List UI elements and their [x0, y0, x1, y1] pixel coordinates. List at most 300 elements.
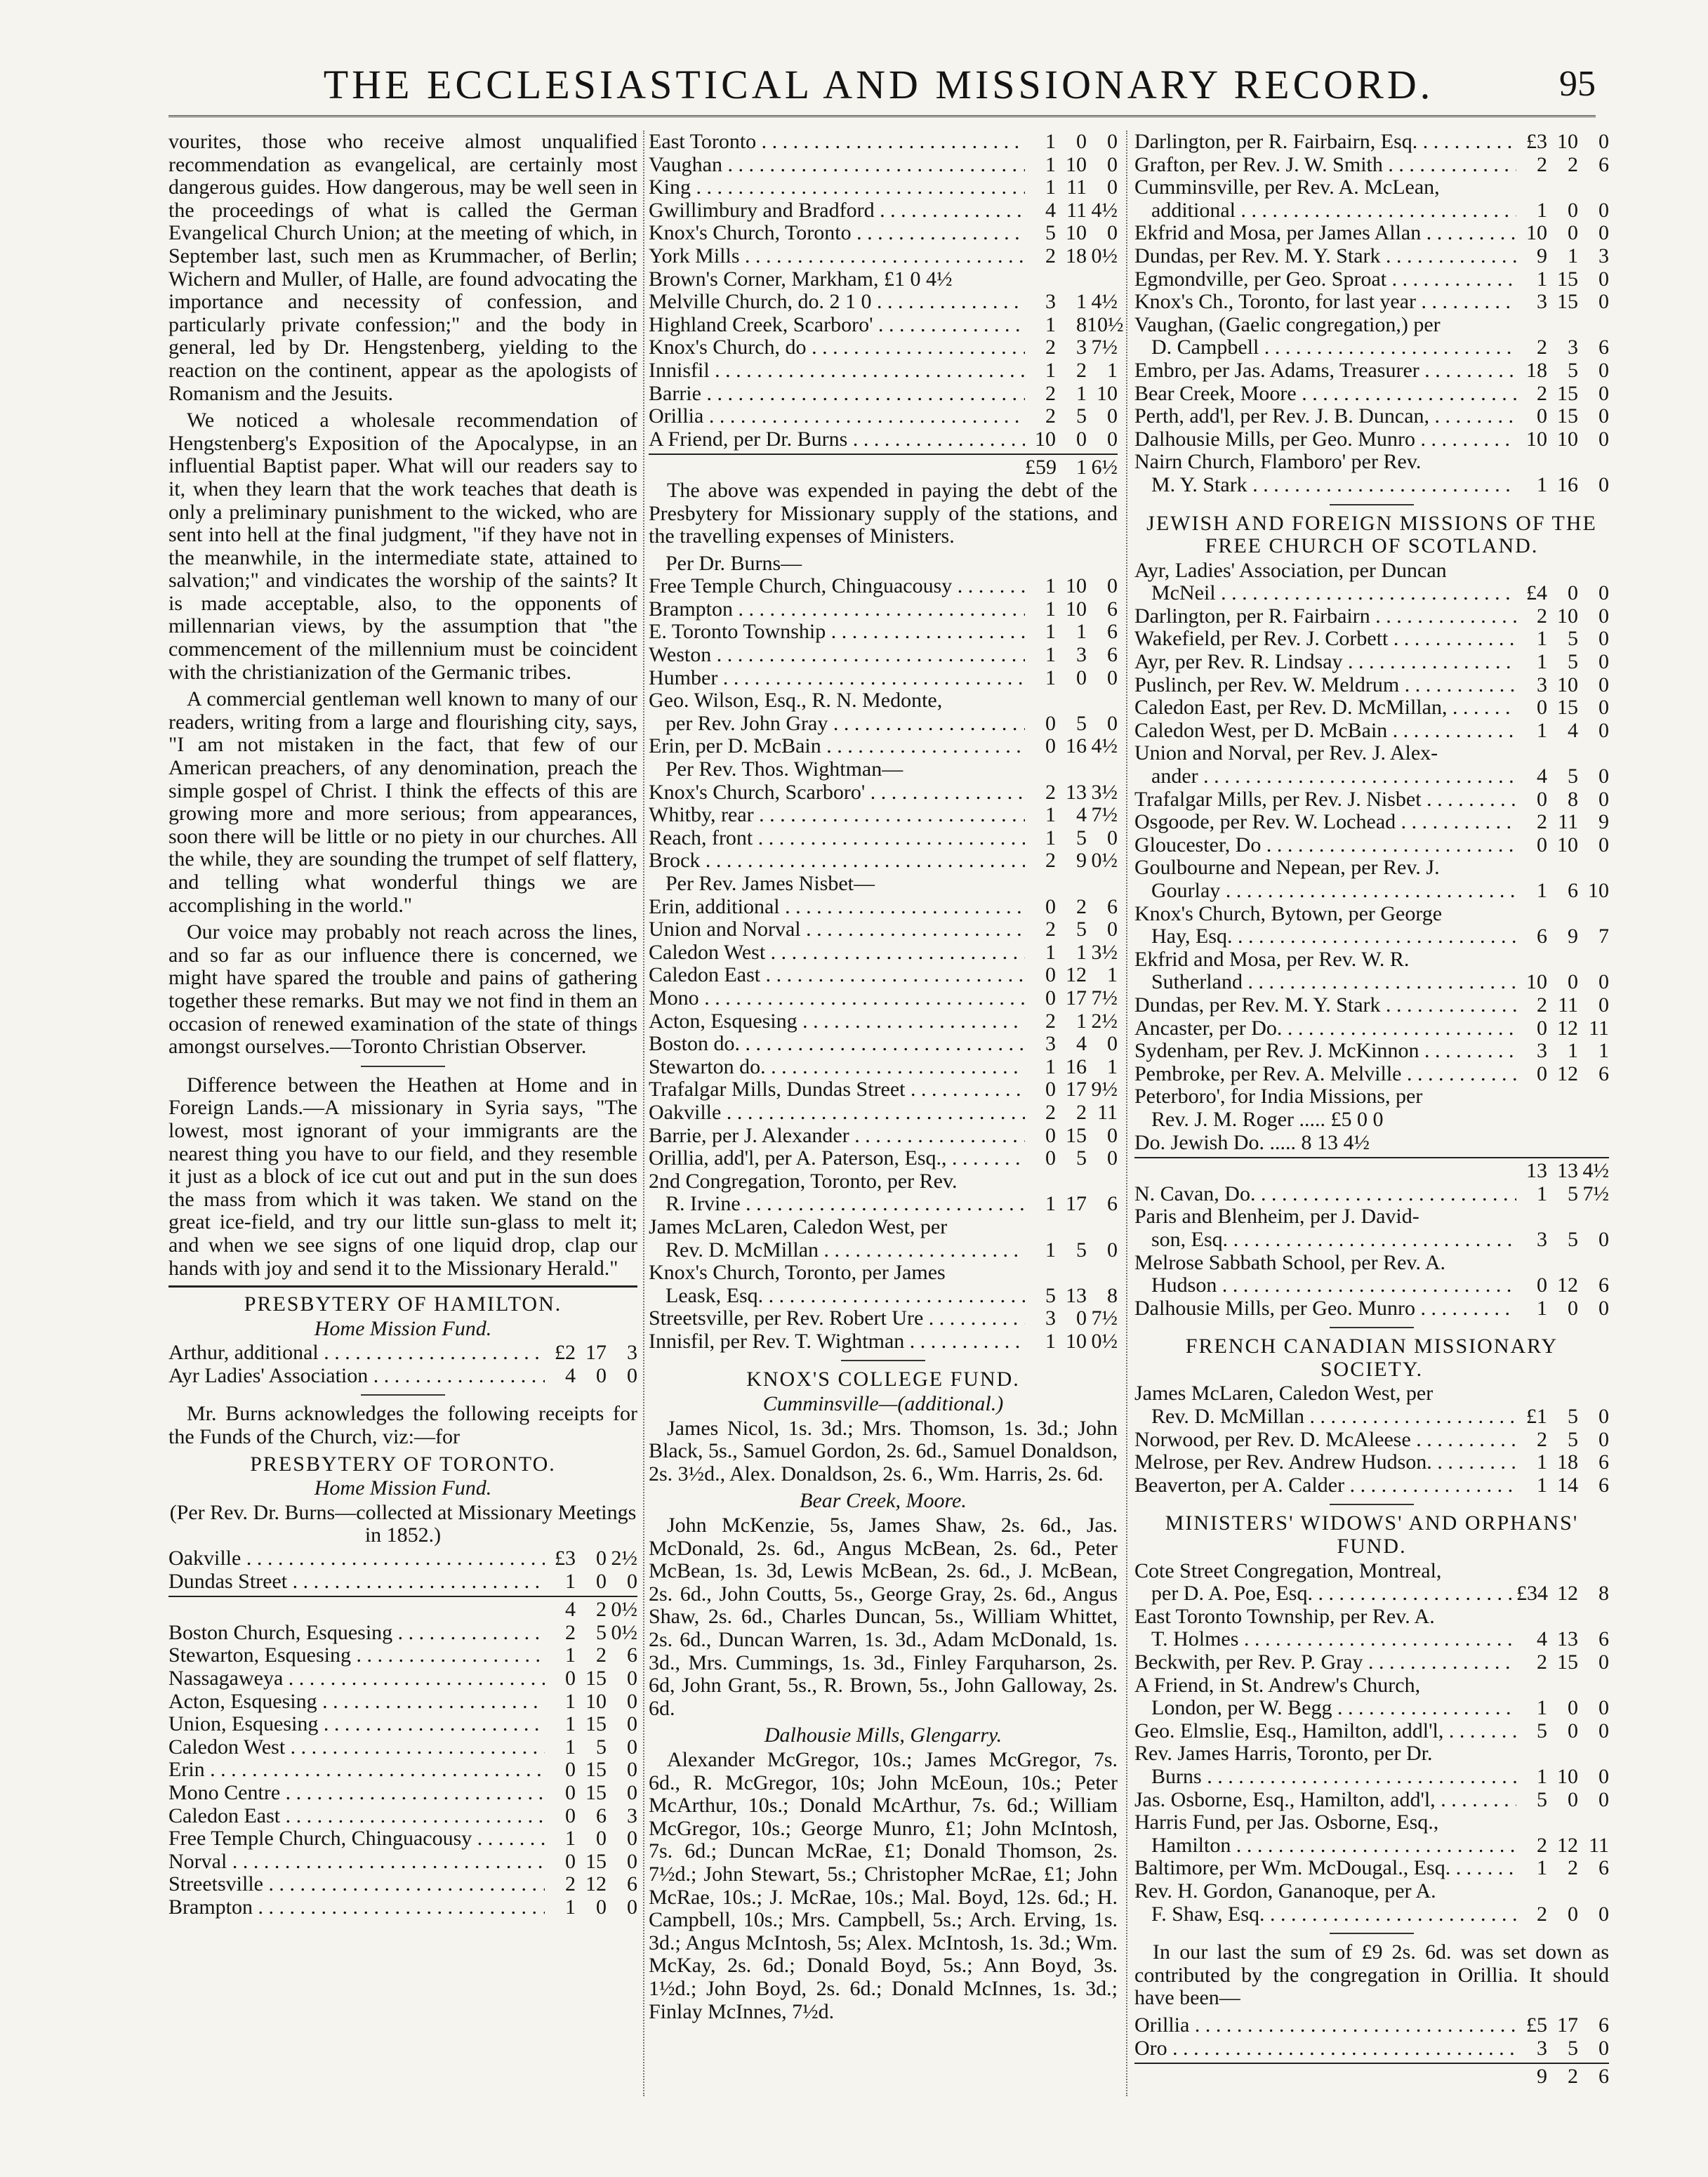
ledger-amount — [1025, 964, 1118, 987]
pence: 0 — [627, 1735, 637, 1759]
ledger-amount — [1025, 1010, 1118, 1033]
paragraph: Difference between the Heathen at Home and in Foreign Lands.—A missionary in Syria says, "The lowest, most ignorant of your immigrants are the nearest thing you have to our field, and they resemble it just as a block of ice cut out and put in the sun does the mass from which it was taken. We stand on the great ice-field, and try our little sun-glass to melt it; and when we see signs of one liquid drop, clap our hands with joy and send it to the Missionary Herald." — [168, 1073, 637, 1280]
pence: 6 — [627, 1643, 637, 1667]
ledger-amount — [1025, 781, 1118, 805]
ledger-entry-name: Brampton . . . — [168, 1896, 545, 1919]
ledger-row — [1134, 1606, 1609, 1629]
ledger-row — [1134, 696, 1609, 720]
pence: 11 — [1589, 1016, 1609, 1040]
pence: 1 — [1598, 1039, 1609, 1063]
pence: 0 — [1598, 1427, 1609, 1451]
pounds: 2 — [1537, 1833, 1547, 1857]
pence: 0 — [1107, 152, 1118, 176]
ledger-amount — [1516, 1720, 1609, 1743]
ledger-amount — [1516, 336, 1609, 359]
pence: 0 — [1598, 673, 1609, 696]
shillings: 12 — [1066, 963, 1087, 987]
ledger-amount — [545, 1365, 637, 1388]
pounds: 10 — [1035, 427, 1056, 451]
ledger-entry-name: Baltimore, per Wm. McDougal., Esq. . . . — [1134, 1857, 1516, 1880]
pounds: £3 — [1526, 130, 1547, 153]
ledger-entry-name: Caledon West . . . — [649, 941, 1025, 965]
ledger — [1134, 2014, 1609, 2060]
section-heading: PRESBYTERY OF TORONTO. — [250, 1452, 556, 1476]
ledger-entry-name: T. Holmes . . . — [1151, 1628, 1516, 1651]
pounds: 1 — [1537, 267, 1547, 291]
ledger-entry-name: Innisfil, per Rev. T. Wightman . . . — [649, 1330, 1025, 1354]
pounds: 1 — [1537, 472, 1547, 496]
pounds: 1 — [1045, 597, 1056, 621]
pounds: 1 — [565, 1643, 576, 1667]
ledger-row — [1134, 1205, 1609, 1229]
ledger-entry-name: Weston . . . — [649, 644, 1025, 667]
pence: 0 — [1598, 381, 1609, 405]
shillings: 9 — [1568, 925, 1578, 948]
pence: 0 — [627, 1827, 637, 1851]
ledger-amount — [1025, 131, 1118, 154]
pence: 0 — [1598, 1405, 1609, 1429]
ledger-entry-name: Union, Esquesing . . . — [168, 1713, 545, 1736]
shillings: 0 — [596, 1895, 607, 1919]
ledger-entry-name: Sydenham, per Rev. J. McKinnon . . . — [1134, 1040, 1516, 1063]
pence: 2½ — [611, 1547, 637, 1570]
ledger-row — [649, 131, 1118, 154]
ledger-row — [168, 1342, 637, 1365]
ledger-row — [1134, 834, 1609, 857]
collector-heading: Per Rev. James Nisbet— — [666, 872, 875, 895]
pounds: 4 — [565, 1363, 576, 1387]
ledger-amount — [1025, 383, 1118, 406]
ledger-amount — [1025, 667, 1118, 690]
ledger-entry-name: Oro . . . — [1134, 2037, 1516, 2060]
ledger-amount — [1516, 474, 1609, 497]
pence: 6 — [1598, 1856, 1609, 1880]
ledger-amount — [1516, 651, 1609, 674]
ledger-row — [649, 689, 1118, 713]
ledger-amount — [1516, 1297, 1609, 1321]
ledger-amount — [1516, 582, 1609, 605]
pounds: 3 — [1537, 290, 1547, 314]
ledger-row — [649, 176, 1118, 199]
ledger-row — [649, 154, 1118, 177]
ledger-amount — [1025, 1193, 1118, 1216]
pence: 0 — [1598, 198, 1609, 222]
ledger-entry-name: Rev. D. McMillan . . . — [1151, 1405, 1516, 1429]
shillings: 10 — [1066, 152, 1087, 176]
ledger-entry-name: Harris Fund, per Jas. Osborne, Esq., — [1134, 1811, 1439, 1834]
pence: 6 — [1107, 620, 1118, 644]
shillings: 10 — [1066, 597, 1087, 621]
shillings: 15 — [585, 1667, 607, 1690]
ledger-row — [649, 359, 1118, 383]
ledger-entry-name: Puslinch, per Rev. W. Meldrum . . . — [1134, 674, 1516, 697]
ledger-row — [1134, 651, 1609, 674]
shillings: 5 — [1568, 1405, 1578, 1429]
ledger — [168, 1622, 637, 1919]
shillings: 0 — [1568, 970, 1578, 994]
shillings: 0 — [1568, 1296, 1578, 1320]
ledger-entry-name: Ayr Ladies' Association . . . — [168, 1365, 545, 1388]
pence: 0 — [1598, 1787, 1609, 1811]
shillings: 15 — [585, 1849, 607, 1873]
ledger-amount — [1516, 1183, 1609, 1206]
ledger-row — [649, 428, 1118, 451]
ledger-amount — [1516, 1766, 1609, 1789]
ledger-entry-name: Ekfrid and Mosa, per Rev. W. R. — [1134, 947, 1410, 971]
separator — [361, 1394, 445, 1396]
section-heading: PRESBYTERY OF HAMILTON. — [244, 1292, 562, 1316]
shillings: 10 — [1557, 427, 1578, 451]
pounds: 3 — [1537, 673, 1547, 696]
ledger-amount — [1516, 131, 1609, 154]
pence: 0 — [1598, 130, 1609, 153]
ledger-row — [1134, 245, 1609, 268]
ledger-amount — [1516, 291, 1609, 314]
pounds: 0 — [565, 1758, 576, 1782]
pounds: 0 — [1537, 1061, 1547, 1085]
ledger-amount — [1516, 2014, 1609, 2037]
pence: 0 — [627, 1712, 637, 1736]
pence: 6 — [1598, 1061, 1609, 1085]
pence: 0 — [1598, 221, 1609, 245]
pounds: 1 — [1045, 152, 1056, 176]
shillings: 0 — [1568, 198, 1578, 222]
ledger-row — [649, 1101, 1118, 1125]
ledger-entry-name: Hay, Esq. . . . — [1151, 925, 1516, 948]
shillings: 0 — [1076, 666, 1087, 689]
ledger-amount — [1516, 994, 1609, 1017]
pence: 3½ — [1091, 940, 1118, 964]
ledger-row — [649, 1285, 1118, 1308]
pence: 0 — [1598, 718, 1609, 742]
page-header — [161, 55, 1596, 114]
pounds: 1 — [1045, 940, 1056, 964]
pence: 6 — [1107, 894, 1118, 918]
ledger-row — [1134, 1229, 1609, 1252]
ledger-entry-name: Egmondville, per Geo. Sproat . . . — [1134, 268, 1516, 291]
pounds: 1 — [1045, 176, 1056, 199]
pounds: 2 — [1045, 849, 1056, 873]
ledger-amount — [545, 1805, 637, 1828]
shillings: 1 — [1076, 1009, 1087, 1033]
pounds: 0 — [1537, 787, 1547, 811]
ledger-entry-name: E. Toronto Township . . . — [649, 621, 1025, 644]
ledger-row — [1134, 1405, 1609, 1429]
ledger-entry-name: Free Temple Church, Chinguacousy . . . — [168, 1827, 545, 1851]
pence: 7½ — [1091, 336, 1118, 359]
ledger-row — [1134, 1382, 1609, 1405]
ledger-row — [1134, 560, 1609, 583]
ledger-entry-name: Whitby, rear . . . — [649, 804, 1025, 827]
shillings: 15 — [585, 1712, 607, 1736]
ledger-row — [649, 964, 1118, 987]
pence: 0 — [627, 1689, 637, 1713]
pounds: 0 — [1045, 1078, 1056, 1101]
ledger-entry-name: James McLaren, Caledon West, per — [1134, 1382, 1434, 1405]
pence: 4½ — [1091, 290, 1118, 314]
ledger-row — [1134, 1697, 1609, 1720]
shillings: 10 — [1557, 833, 1578, 856]
pence: 6 — [1107, 643, 1118, 667]
pence: 0½ — [1091, 849, 1118, 873]
shillings: 8 — [1076, 312, 1087, 336]
pounds: 0 — [1045, 1146, 1056, 1170]
ledger-amount — [545, 1547, 637, 1570]
ledger-row — [1134, 199, 1609, 223]
ledger-row — [1134, 268, 1609, 291]
pounds: 2 — [565, 1620, 576, 1644]
ledger-row — [649, 1262, 1118, 1285]
pounds: 3 — [1537, 1039, 1547, 1063]
ledger-entry-name: ander . . . — [1151, 765, 1516, 788]
pounds: 0 — [1045, 1123, 1056, 1147]
section-heading: JEWISH AND FOREIGN MISSIONS OF THE FREE CHURCH OF SCOTLAND. — [1146, 511, 1597, 558]
total — [1134, 2063, 1609, 2089]
shillings: 5 — [1568, 650, 1578, 674]
ledger-amount — [1025, 1125, 1118, 1148]
shillings: 2 — [1568, 1856, 1578, 1880]
shillings: 5 — [1568, 1182, 1578, 1205]
pence: 0 — [1598, 581, 1609, 605]
ledger-row — [1134, 720, 1609, 743]
pounds: 9 — [1537, 244, 1547, 267]
column-divider — [1126, 131, 1127, 2096]
pence: 4½ — [1091, 198, 1118, 222]
pounds: 2 — [1537, 1427, 1547, 1451]
pounds: 0 — [1045, 986, 1056, 1010]
ledger-row — [1134, 925, 1609, 948]
pounds: 2 — [565, 1872, 576, 1896]
shillings: 15 — [1557, 404, 1578, 428]
separator — [1330, 1933, 1414, 1934]
pence: 0 — [1598, 1696, 1609, 1720]
ledger-row — [649, 312, 1124, 337]
ledger — [168, 1547, 637, 1593]
pence: 0 — [1598, 427, 1609, 451]
pounds: 0 — [1537, 1016, 1547, 1040]
shillings: 10 — [1557, 604, 1578, 628]
ledger-entry-name: Caledon West, per D. McBain . . . — [1134, 720, 1516, 743]
ledger-row — [1134, 674, 1609, 697]
ledger-entry-name: Burns . . . — [1151, 1766, 1516, 1789]
shillings: 2 — [1568, 152, 1578, 176]
ledger-row — [1134, 1903, 1609, 1926]
ledger-row — [1134, 131, 1609, 154]
shillings: 4 — [1568, 718, 1578, 742]
ledger-row — [1134, 628, 1609, 651]
ledger-row — [649, 268, 1118, 291]
ledger-amount — [1025, 1033, 1118, 1056]
pence: 4½ — [1582, 1159, 1609, 1183]
ledger-entry-name: per Rev. John Gray . . . — [666, 713, 1025, 736]
separator — [1330, 1327, 1414, 1328]
ledger — [649, 781, 1118, 873]
ledger-entry-name: Oakville . . . — [649, 1101, 1025, 1125]
ledger-entry-name: Dundas, per Rev. M. Y. Stark . . . — [1134, 994, 1516, 1017]
ledger-row — [168, 1782, 637, 1805]
pence: 0 — [1107, 427, 1118, 451]
ledger-entry-name: Streetsville . . . — [168, 1873, 545, 1896]
subsection-heading: Bear Creek, Moore. — [800, 1489, 967, 1513]
ledger-row — [649, 1010, 1118, 1033]
ledger-amount — [1516, 154, 1609, 177]
pounds: 18 — [1526, 358, 1547, 382]
ledger-entry-name: Darlington, per R. Fairbairn . . . — [1134, 605, 1516, 628]
ledger-row — [649, 383, 1118, 406]
shillings: 5 — [1076, 1146, 1087, 1170]
ledger-amount — [1025, 1101, 1118, 1125]
page-number: 95 — [1559, 64, 1596, 104]
paragraph: In our last the sum of £9 2s. 6d. was set down as contributed by the congregation in Orillia. It should have been— — [1134, 1940, 1609, 2010]
ledger-entry-name: Goulbourne and Nepean, per Rev. J. — [1134, 856, 1440, 880]
ledger-entry-name: Caledon East, per Rev. D. McMillan, . . . — [1134, 696, 1516, 720]
shillings: 12 — [1557, 1061, 1578, 1085]
shillings: 11 — [1558, 993, 1578, 1017]
pence: 0 — [1107, 918, 1118, 941]
ledger-amount — [1025, 291, 1118, 314]
ledger-entry-name: Knox's Church, Toronto . . . — [649, 222, 1025, 245]
ledger-entry-name: Gloucester, Do . . . — [1134, 834, 1516, 857]
ledger-amount — [1025, 849, 1118, 873]
pounds: 1 — [1045, 312, 1056, 336]
ledger-row — [1134, 1789, 1609, 1812]
ledger-amount — [545, 1570, 637, 1594]
ledger-row — [1134, 1811, 1609, 1834]
ledger-row — [1134, 428, 1609, 451]
ledger-entry-name: 2nd Congregation, Toronto, per Rev. — [649, 1169, 958, 1193]
ledger-amount — [1516, 1451, 1609, 1474]
shillings: 13 — [1066, 1283, 1087, 1307]
ledger-row — [1134, 856, 1609, 880]
ledger-entry-name: Gourlay . . . — [1151, 880, 1516, 903]
ledger-row — [1134, 1720, 1609, 1743]
shillings: 2 — [596, 1598, 607, 1622]
ledger-row — [1134, 405, 1609, 428]
pounds: £3 — [555, 1547, 576, 1570]
ledger-entry-name: Erin, additional . . . — [649, 896, 1025, 919]
ledger-entry-name: Humber . . . — [649, 667, 1025, 690]
ledger-row — [649, 896, 1118, 919]
pounds: 1 — [565, 1712, 576, 1736]
ledger-row — [649, 713, 1118, 736]
pence: 7 — [1598, 925, 1609, 948]
ledger-row — [649, 575, 1118, 598]
pounds: £34 — [1516, 1582, 1548, 1606]
pence: 6 — [1598, 1273, 1609, 1297]
shillings: 6 — [596, 1804, 607, 1827]
pounds: 2 — [1537, 810, 1547, 834]
ledger-row — [168, 1690, 637, 1714]
shillings: 15 — [1557, 381, 1578, 405]
ledger-entry-name: Pembroke, per Rev. A. Melville . . . — [1134, 1063, 1516, 1086]
ledger-entry-name: Highland Creek, Scarboro' . . . — [649, 314, 1025, 337]
shillings: 16 — [1066, 734, 1087, 758]
pence: 6 — [1598, 152, 1609, 176]
pence: 0 — [627, 1667, 637, 1690]
pounds: 1 — [1045, 1329, 1056, 1353]
ledger-entry-name: Knox's Church, Bytown, per George — [1134, 901, 1443, 925]
shillings: 1 — [1568, 1039, 1578, 1063]
shillings: 15 — [1557, 290, 1578, 314]
ledger — [1134, 560, 1609, 1086]
pounds: 1 — [565, 1895, 576, 1919]
subsection-heading: Dalhousie Mills, Glengarry. — [764, 1723, 1002, 1747]
ledger-row — [1134, 1674, 1609, 1698]
pounds: 0 — [565, 1804, 576, 1827]
pounds: 0 — [1537, 1273, 1547, 1297]
pounds: 3 — [1045, 1032, 1056, 1056]
shillings: 10 — [1066, 574, 1087, 598]
pounds: 2 — [1537, 381, 1547, 405]
ledger-row — [649, 621, 1118, 644]
paragraph: Alexander McGregor, 10s.; James McGregor, 7s. 6d., R. McGregor, 10s; John McEoun, 10s.; Peter McArthur, 10s.; Donald McArthur, 7s. 6d.; William McGregor, 10s.; George Munro, £1; John McIntosh, 7s. 6d.; Duncan McRae, £1; Donald Thomson, 2s. 7½d.; John Stewart, 5s.; Christopher McRae, £1; John McRae, 10s.; J. McRae, 10s.; Mal. Boyd, 12s. 6d.; H. Campbell, 10s.; Mrs. Campbell, 5s.; Arch. Erving, 1s. 3d.; Angus McIntosh, 5s; Alex. McIntosh, 1s. 3d.; Wm. McKay, 2s. 6d.; Donald Boyd, 5s.; Ann Boyd, 3s. 1½d.; John Boyd, 2s. 6d.; Donald McInnes, 1s. 3d.; Finlay McInnes, 7½d. — [649, 1747, 1118, 2023]
shillings: 16 — [1066, 1054, 1087, 1078]
ledger-row — [1134, 971, 1609, 994]
ledger-row — [1134, 451, 1609, 474]
pounds: 2 — [1045, 780, 1056, 804]
ledger-entry-name: Norval . . . — [168, 1851, 545, 1874]
section-heading: KNOX'S COLLEGE FUND. — [746, 1368, 1020, 1391]
pounds: £5 — [1526, 2013, 1547, 2037]
ledger-amount — [1025, 1330, 1118, 1354]
ledger-row — [649, 1056, 1118, 1079]
ledger-amount — [1516, 222, 1609, 245]
ledger-amount — [1516, 1229, 1609, 1252]
ledger-row — [1134, 1560, 1609, 1583]
pounds: 1 — [1045, 574, 1056, 598]
shillings: 15 — [1557, 1650, 1578, 1674]
pounds: 1 — [565, 1689, 576, 1713]
pounds: 1 — [1537, 1450, 1547, 1474]
ledger-row — [649, 735, 1118, 758]
ledger-entry-name: Barrie, per J. Alexander . . . — [649, 1125, 1025, 1148]
ledger-amount — [545, 1644, 637, 1667]
pence: 0 — [1598, 604, 1609, 628]
shillings: 2 — [596, 1643, 607, 1667]
ledger-row — [1134, 176, 1609, 199]
ledger-row — [1134, 1474, 1609, 1497]
pence: 0 — [1598, 765, 1609, 788]
ledger-entry-name: Perth, add'l, per Rev. J. B. Duncan, . . . — [1134, 405, 1516, 428]
ledger-entry-name: Rev. H. Gordon, Gananoque, per A. — [1134, 1879, 1436, 1903]
shillings: 18 — [1066, 244, 1087, 267]
ledger-amount — [1516, 1651, 1609, 1674]
shillings: 0 — [1568, 1787, 1578, 1811]
pounds: 0 — [1537, 696, 1547, 720]
ledger-entry-name: Cote Street Congregation, Montreal, — [1134, 1559, 1442, 1582]
subtotal — [1134, 1157, 1609, 1183]
ledger — [649, 130, 1124, 451]
pence: 0 — [1598, 1764, 1609, 1788]
ledger-row — [1134, 383, 1609, 406]
collector-heading: Per Dr. Burns— — [666, 551, 802, 575]
ledger-row — [1134, 336, 1609, 359]
ledger-row — [1134, 788, 1609, 812]
total — [649, 454, 1118, 479]
separator — [841, 1360, 925, 1361]
ledger-entry-name: Reach, front . . . — [649, 827, 1025, 850]
pounds: 4 — [565, 1598, 576, 1622]
ledger-entry-name: Ancaster, per Do. . . . — [1134, 1017, 1516, 1040]
ledger-row — [1134, 1252, 1609, 1275]
shillings: 17 — [1066, 1192, 1087, 1216]
ledger-amount — [545, 1827, 637, 1851]
ledger-amount — [1516, 1474, 1609, 1497]
ledger-amount — [1516, 2037, 1609, 2060]
pounds: 9 — [1537, 2065, 1547, 2089]
shillings: 15 — [1066, 1123, 1087, 1147]
ledger-entry-name: Wakefield, per Rev. J. Corbett . . . — [1134, 628, 1516, 651]
